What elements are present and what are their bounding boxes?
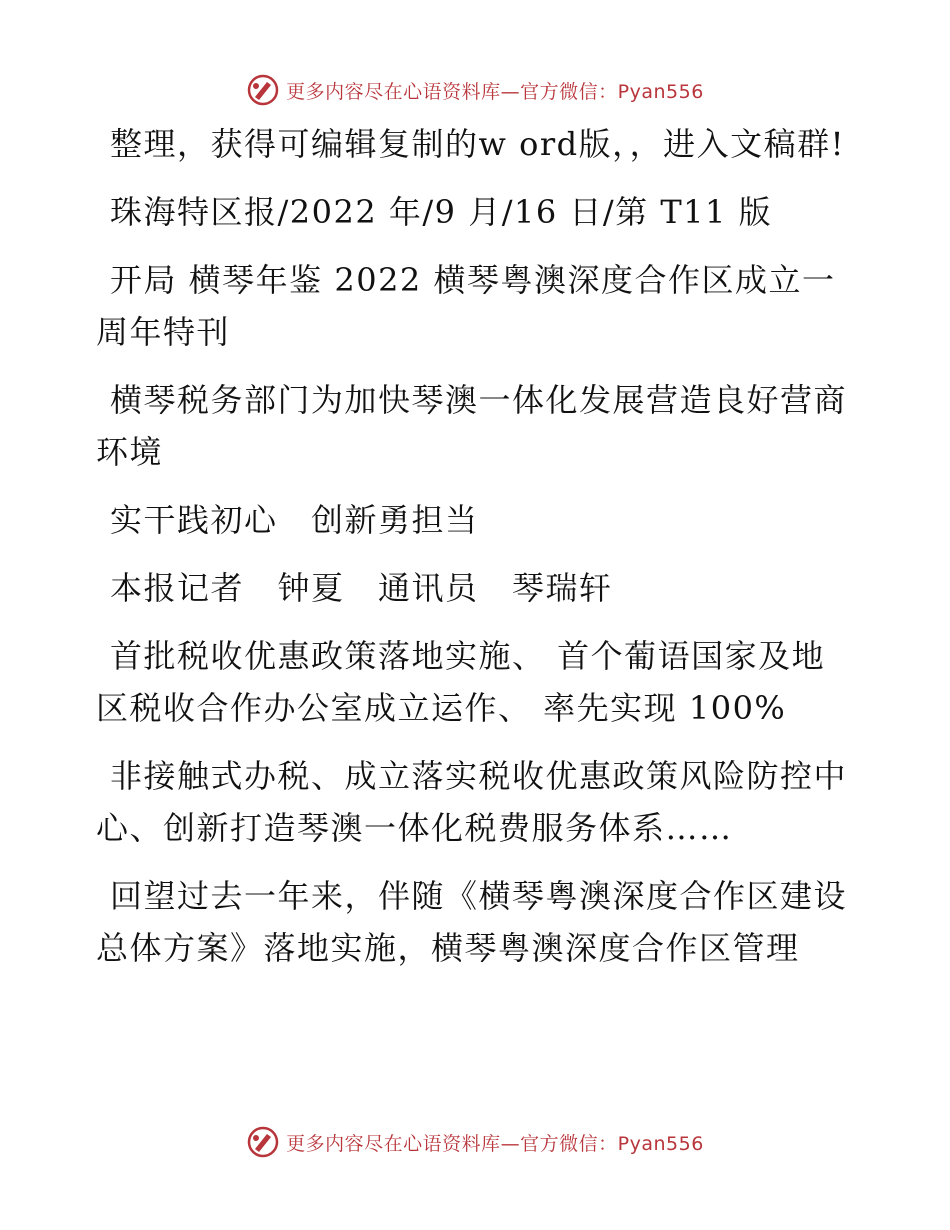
paragraph: 开局 横琴年鉴 2022 横琴粤澳深度合作区成立一周年特刊 xyxy=(96,261,836,351)
watermark-text: 更多内容尽在心语资料库—官方微信：Pyan556 xyxy=(286,80,704,103)
logo-icon xyxy=(246,73,280,107)
header-watermark xyxy=(0,70,950,110)
document-body xyxy=(96,118,856,990)
paragraph: 横琴税务部门为加快琴澳一体化发展营造良好营商环境 xyxy=(96,381,848,471)
footer-watermark xyxy=(0,1122,950,1162)
paragraph: 首批税收优惠政策落地实施、 首个葡语国家及地区税收合作办公室成立运作、 率先实现 100% xyxy=(96,637,826,727)
paragraph: 珠海特区报/2022 年/9 月/16 日/第 T11 版 xyxy=(110,193,773,231)
watermark-text: 更多内容尽在心语资料库—官方微信：Pyan556 xyxy=(286,1132,704,1155)
paragraph: 整理，获得可编辑复制的w ord版，，进入文稿群! xyxy=(110,125,845,163)
paragraph: 实干践初心 创新勇担当 xyxy=(110,501,479,539)
logo-icon xyxy=(246,1125,280,1159)
paragraph: 回望过去一年来，伴随《横琴粤澳深度合作区建设总体方案》落地实施，横琴粤澳深度合作区管理 xyxy=(96,877,848,967)
paragraph: 非接触式办税、成立落实税收优惠政策风险防控中心、创新打造琴澳一体化税费服务体系…… xyxy=(96,757,848,847)
paragraph: 本报记者 钟夏 通讯员 琴瑞轩 xyxy=(110,569,613,607)
